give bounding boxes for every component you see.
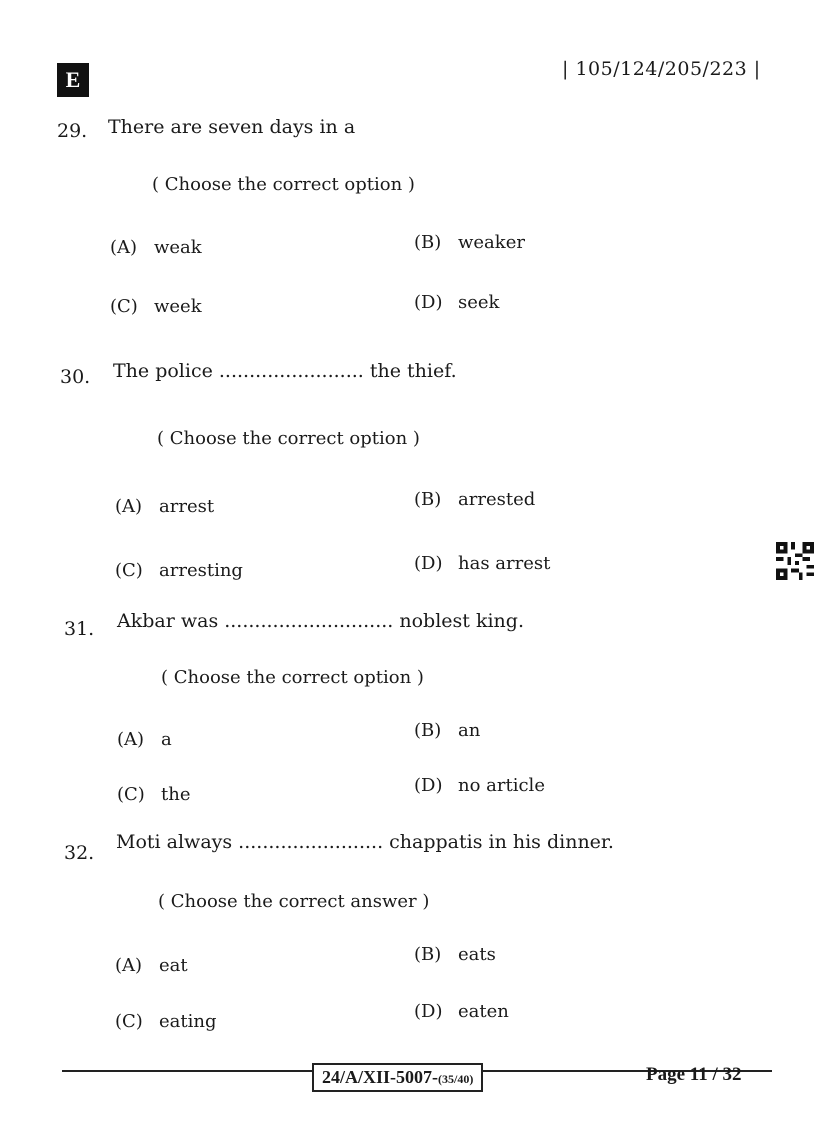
option-text: an [458,720,481,741]
question-31-option-c [117,784,190,805]
question-30-number: 30. [60,366,91,388]
footer-paper-code [312,1063,483,1092]
option-label: (B) [414,720,442,741]
question-30-text: The police ........................ the thief. [113,360,457,382]
qr-code-icon [776,542,814,580]
option-text: seek [458,292,500,313]
option-label: (A) [115,955,143,976]
question-31-number: 31. [64,618,95,640]
option-text: eaten [458,1001,509,1022]
section-badge: E [57,63,89,97]
option-label: (C) [115,560,143,581]
question-31-text: Akbar was ............................ noblest king. [117,610,524,632]
question-30-option-b [414,489,535,510]
option-text: eat [159,955,188,976]
question-29-option-c [110,296,202,317]
question-32-text: Moti always ........................ chappatis in his dinner. [116,831,614,853]
option-label: (C) [115,1011,143,1032]
question-31-option-a [117,729,172,750]
question-30-instruction: ( Choose the correct option ) [157,428,420,449]
option-label: (D) [414,775,443,796]
question-29-instruction: ( Choose the correct option ) [152,174,415,195]
footer-code-text: 24/A/XII-5007- [322,1067,438,1087]
option-label: (A) [110,237,138,258]
option-text: has arrest [458,553,551,574]
question-30-option-c [115,560,243,581]
question-30-option-a [115,496,214,517]
question-30-option-d [414,553,550,574]
question-32-option-a [115,955,188,976]
footer-code-suffix: (35/40) [438,1072,474,1086]
option-text: a [161,729,172,750]
option-label: (B) [414,232,442,253]
question-32-option-d [414,1001,509,1022]
question-29-option-d [414,292,499,313]
option-text: weaker [458,232,525,253]
question-31-option-d [414,775,545,796]
question-29-text: There are seven days in a [108,116,356,138]
option-label: (D) [414,553,443,574]
option-label: (D) [414,1001,443,1022]
option-label: (D) [414,292,443,313]
option-label: (B) [414,944,442,965]
option-label: (C) [110,296,138,317]
question-29-option-b [414,232,525,253]
paper-codes: | 105/124/205/223 | [562,58,761,80]
question-31-option-b [414,720,480,741]
option-text: weak [154,237,202,258]
option-text: arrested [458,489,536,510]
question-32-instruction: ( Choose the correct answer ) [158,891,430,912]
option-text: no article [458,775,545,796]
option-text: eats [458,944,496,965]
option-text: arrest [159,496,215,517]
option-text: week [154,296,202,317]
page-number: Page 11 / 32 [646,1064,742,1085]
option-text: the [161,784,191,805]
option-label: (C) [117,784,145,805]
option-label: (B) [414,489,442,510]
question-29-number: 29. [57,120,88,142]
option-label: (A) [115,496,143,517]
question-32-option-c [115,1011,217,1032]
question-29-option-a [110,237,202,258]
question-32-number: 32. [64,842,95,864]
option-label: (A) [117,729,145,750]
option-text: arresting [159,560,243,581]
question-32-option-b [414,944,496,965]
question-31-instruction: ( Choose the correct option ) [161,667,424,688]
option-text: eating [159,1011,217,1032]
